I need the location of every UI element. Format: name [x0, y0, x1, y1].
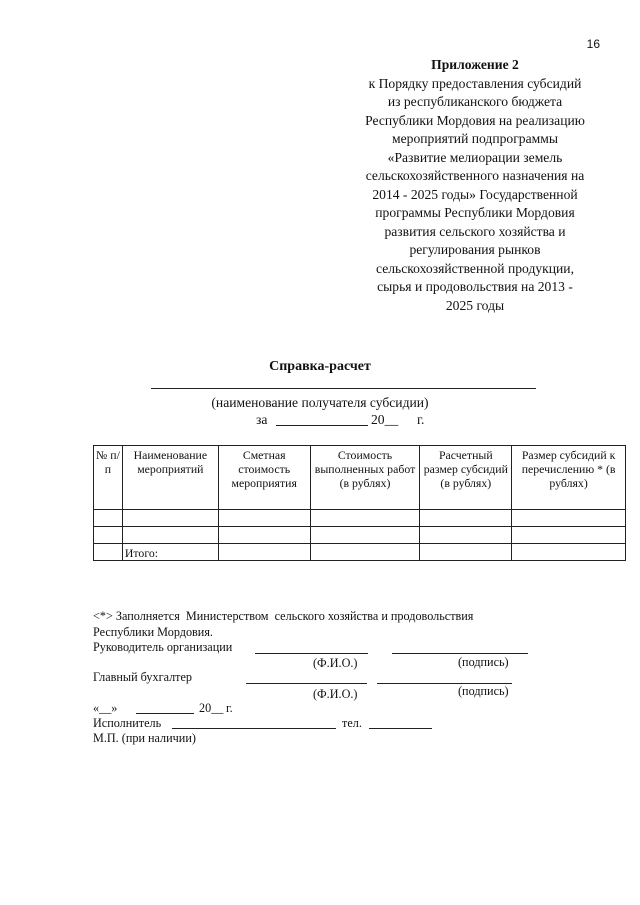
- date-month-line[interactable]: [136, 713, 194, 714]
- period-year: 20__: [371, 412, 399, 427]
- appendix-title: Приложение 2: [431, 57, 519, 72]
- date-suffix: г.: [226, 701, 233, 715]
- appendix-line: сырья и продовольствия на 2013 -: [377, 279, 573, 294]
- head-fio-caption: (Ф.И.О.): [313, 656, 358, 670]
- appendix-line: к Порядку предоставления субсидий: [368, 75, 582, 91]
- document-title: Справка-расчет: [269, 359, 371, 374]
- table-cell[interactable]: [512, 510, 626, 527]
- appendix-line: сельскохозяйственной продукции,: [376, 260, 574, 276]
- total-label: Итого:: [122, 544, 218, 561]
- date-open: «__»: [93, 701, 118, 715]
- recipient-caption: (наименование получателя субсидии): [211, 395, 429, 410]
- footnote-line-2: Республики Мордовия.: [93, 625, 213, 639]
- header-estimated-cost: Сметная стоимость мероприятия: [218, 446, 310, 510]
- table-cell[interactable]: [94, 527, 123, 544]
- page-number: 16: [586, 37, 600, 51]
- appendix-line: 2014 - 2025 годы» Государственной: [372, 186, 578, 202]
- head-label: Руководитель организации: [93, 640, 233, 654]
- table-cell[interactable]: [420, 510, 512, 527]
- table-cell[interactable]: [420, 527, 512, 544]
- stamp-note: М.П. (при наличии): [93, 731, 196, 745]
- appendix-line: «Развитие мелиорации земель: [387, 149, 563, 165]
- appendix-line: программы Республики Мордовия: [375, 205, 575, 220]
- table-cell[interactable]: [218, 527, 310, 544]
- header-number: № п/п: [94, 446, 123, 510]
- period-suffix: г.: [417, 412, 425, 427]
- accountant-sign-caption: (подпись): [458, 684, 509, 698]
- head-sign-line[interactable]: [392, 653, 528, 654]
- period-prefix: за: [256, 412, 268, 427]
- table-cell[interactable]: [310, 510, 420, 527]
- table-cell[interactable]: [512, 527, 626, 544]
- appendix-line: развития сельского хозяйства и: [384, 223, 566, 239]
- date-year: 20__: [199, 701, 224, 715]
- table-row: [94, 510, 626, 527]
- tel-line[interactable]: [369, 728, 432, 729]
- accountant-fio-line[interactable]: [246, 683, 367, 684]
- appendix-block: [330, 56, 620, 315]
- appendix-line: Республики Мордовия на реализацию: [365, 112, 585, 128]
- recipient-name-line: [151, 388, 536, 389]
- accountant-label: Главный бухгалтер: [93, 670, 193, 684]
- table-cell[interactable]: [420, 544, 512, 561]
- table-header-row: [94, 446, 626, 510]
- period-blank-line: [276, 425, 368, 426]
- calculation-table: [93, 445, 626, 561]
- table-cell[interactable]: [310, 527, 420, 544]
- table-cell[interactable]: [310, 544, 420, 561]
- appendix-line: сельскохозяйственного назначения на: [365, 168, 585, 183]
- table-cell[interactable]: [122, 510, 218, 527]
- appendix-line: 2025 годы: [445, 297, 505, 313]
- table-cell: [94, 544, 123, 561]
- head-fio-line[interactable]: [255, 653, 368, 654]
- header-subsidy-to-transfer: Размер субсидий к перечислению * (в рублях): [512, 446, 626, 510]
- executor-line[interactable]: [172, 728, 336, 729]
- table-cell[interactable]: [218, 544, 310, 561]
- appendix-line: мероприятий подпрограммы: [392, 131, 558, 146]
- table-cell[interactable]: [512, 544, 626, 561]
- appendix-line: регулирования рынков: [409, 242, 541, 257]
- head-sign-caption: (подпись): [458, 655, 509, 669]
- table-cell[interactable]: [218, 510, 310, 527]
- table-row: [94, 527, 626, 544]
- executor-label: Исполнитель: [93, 716, 162, 730]
- table-cell[interactable]: [122, 527, 218, 544]
- header-completed-work-cost: Стоимость выполненных работ (в рублях): [310, 446, 420, 510]
- header-calculated-subsidy: Расчетный размер субсидий (в рублях): [420, 446, 512, 510]
- accountant-fio-caption: (Ф.И.О.): [313, 687, 358, 701]
- table-cell[interactable]: [94, 510, 123, 527]
- table-total-row: [94, 544, 626, 561]
- header-activity-name: Наименование мероприятий: [122, 446, 218, 510]
- tel-label: тел.: [342, 716, 362, 730]
- footnote-line-1: <*> Заполняется Министерством сельского хозяйства и продовольствия: [93, 609, 474, 623]
- appendix-line: из республиканского бюджета: [387, 94, 563, 109]
